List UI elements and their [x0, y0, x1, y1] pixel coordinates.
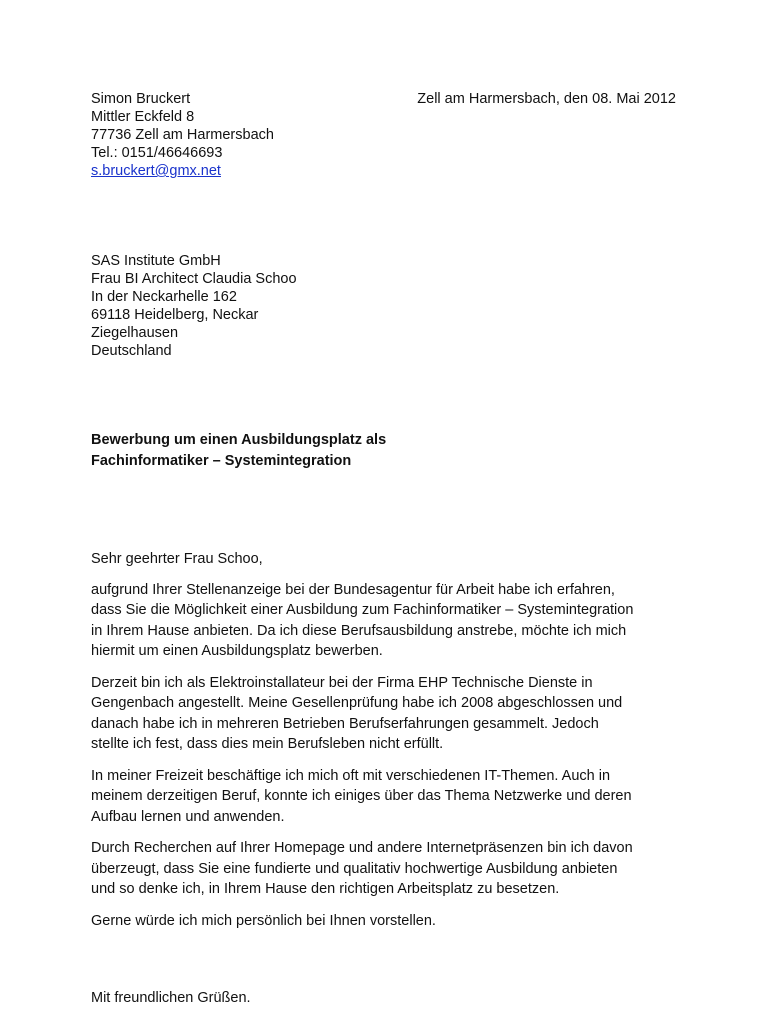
paragraph: [91, 673, 691, 755]
subject-line: Bewerbung um einen Ausbildungsplatz als: [91, 432, 387, 448]
paragraph-line: In meiner Freizeit beschäftige ich mich oft mit verschiedenen IT-Themen. Auch in: [91, 767, 611, 784]
letter-date: Zell am Harmersbach, den 08. Mai 2012: [417, 91, 676, 107]
sender-address: [91, 90, 274, 180]
recipient-line: Frau BI Architect Claudia Schoo: [91, 271, 297, 287]
recipient-line: In der Neckarhelle 162: [91, 289, 237, 305]
letter-body: [91, 549, 691, 942]
paragraph-line: hiermit um einen Ausbildungsplatz bewerben.: [91, 643, 383, 659]
salutation: Sehr geehrter Frau Schoo,: [91, 551, 263, 567]
sender-street: Mittler Eckfeld 8: [91, 109, 195, 125]
paragraph: [91, 838, 691, 900]
recipient-line: Deutschland: [91, 343, 172, 359]
paragraph: [91, 580, 691, 662]
paragraph-line: stellte ich fest, dass dies mein Berufsleben nicht erfüllt.: [91, 736, 444, 752]
paragraph-line: Derzeit bin ich als Elektroinstallateur bei der Firma EHP Technische Dienste in: [91, 674, 593, 691]
letter-subject: [91, 430, 386, 472]
paragraph-line: Aufbau lernen und anwenden.: [91, 808, 285, 825]
paragraph-line: dass Sie die Möglichkeit einer Ausbildung zum Fachinformatiker – Systemintegration: [91, 602, 634, 618]
paragraph-line: danach habe ich in mehreren Betrieben Berufserfahrungen gesammelt. Jedoch: [91, 715, 599, 732]
sender-name: Simon Bruckert: [91, 91, 191, 107]
paragraph-line: überzeugt, dass Sie eine fundierte und qualitativ hochwertige Ausbildung anbieten: [91, 860, 618, 877]
paragraph-line: und so denke ich, in Ihrem Hause den richtigen Arbeitsplatz zu besetzen.: [91, 881, 560, 897]
sender-phone: Tel.: 0151/46646693: [91, 145, 223, 161]
paragraph-line: Gerne würde ich mich persönlich bei Ihnen vorstellen.: [91, 912, 436, 929]
closing-line: Mit freundlichen Grüßen.: [91, 990, 251, 1006]
paragraph: [91, 911, 691, 932]
paragraph-line: meinem derzeitigen Beruf, konnte ich einiges über das Thema Netzwerke und deren: [91, 788, 632, 804]
subject-line: Fachinformatiker – Systemintegration: [91, 453, 352, 469]
sender-email-link[interactable]: s.bruckert@gmx.net: [91, 163, 221, 179]
recipient-line: SAS Institute GmbH: [91, 253, 221, 269]
paragraph-line: Gengenbach angestellt. Meine Gesellenprüfung habe ich 2008 abgeschlossen und: [91, 695, 623, 711]
recipient-line: 69118 Heidelberg, Neckar: [91, 307, 259, 323]
paragraph-line: in Ihrem Hause anbieten. Da ich diese Berufsausbildung anstrebe, möchte ich mich: [91, 622, 627, 639]
recipient-address: [91, 252, 297, 360]
paragraph-line: aufgrund Ihrer Stellenanzeige bei der Bundesagentur für Arbeit habe ich erfahren,: [91, 581, 615, 598]
sender-city: 77736 Zell am Harmersbach: [91, 127, 274, 143]
paragraph: [91, 766, 691, 828]
paragraph-line: Durch Recherchen auf Ihrer Homepage und andere Internetpräsenzen bin ich davon: [91, 840, 633, 856]
recipient-line: Ziegelhausen: [91, 325, 179, 341]
